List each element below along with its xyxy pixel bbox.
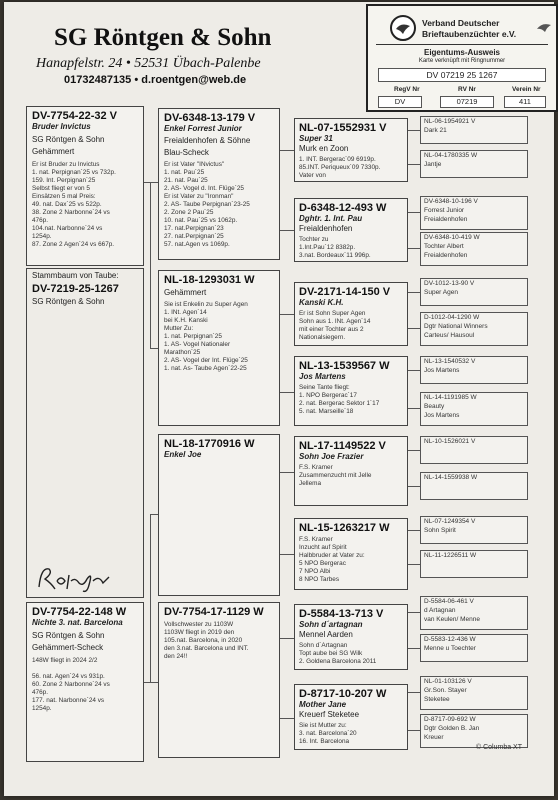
gen4-line: Gr.Son. Stayer [424, 687, 467, 694]
gen4-line: Dgtr Golden B. Jan [424, 725, 480, 732]
gen3-ring: D-6348-12-493 W [299, 202, 387, 214]
gen4-ring: D-1012-04-1290 W [424, 314, 480, 321]
card-verein-value: 411 [504, 96, 546, 108]
gen4-box-12 [420, 550, 528, 578]
gen3-ring: NL-17-1149522 V [299, 440, 386, 452]
card-ring-number: DV 07219 25 1267 [378, 68, 546, 82]
mother-name: Nichte 3. nat. Barcelona [32, 618, 123, 627]
gen4-ring: D-5584-06-461 V [424, 598, 474, 605]
gen4-ring: DV-6348-10-419 W [424, 234, 480, 241]
subject-owner: SG Röntgen & Sohn [32, 297, 105, 306]
gen4-line: Freialdenhofen [424, 252, 468, 259]
father-notes: Er ist Bruder zu Invictus 1. nat. Perpignan´25 vs 732p. 159. Int. Perpignan´25 Selbst fliegt er von 5 Einsätzen 5 mal Preis: 49. nat. Dax´25 vs 522p. 38. Zone 2 Narbonne´24 vs 476p. 104.nat. Narbonne´24 vs 1254p. 87. Zone 2 Agen´24 vs 667p. [32, 161, 116, 248]
gen3-name: Dghtr. 1. Int. Pau [299, 214, 363, 223]
gen3-ring: NL-13-1539567 W [299, 360, 390, 372]
gen2-notes: Vollschwester zu 1103W 1103W fliegt in 2019 den 105.nat. Barcelona, in 2020 den 3.nat. Barcelona und INT. den 24!! [164, 621, 249, 660]
gen2-owner: Freialdenhofen & Söhne [164, 136, 251, 145]
gen3-name: Mother Jane [299, 700, 347, 709]
gen4-box-3 [420, 196, 528, 230]
card-regv-value: DV [378, 96, 422, 108]
gen2-notes: Er ist Vater "INvictus" 1. nat. Pau´25 21. nat. Pau´25 2. AS- Vogel d. Int. Flüge´25 Er ist Vater zu "Ironman" 2. AS- Taube Perpignan´23-25 2. Zone 2 Pau´25 10. nat. Pau´25 vs 1062p. 17. nat.Perpignan´23 27. nat.Perpignan´25 57. nat.Agen vs 1069p. [164, 161, 250, 248]
gen3-notes: Sie ist Mutter zu: 3. nat. Barcelona´20 16. Int. Barcelona [299, 722, 357, 745]
pigeon-emblem-icon [536, 20, 552, 38]
gen3-box-2 [294, 198, 408, 262]
gen3-notes: F.S. Kramer Inzucht auf Spirit Halbbruder at Vater zu: 5 NPO Bergerac 7 NPO Albi 8 NPO Tarbes [299, 536, 365, 583]
ownership-card [366, 4, 558, 112]
gen2-box-1 [158, 108, 280, 260]
card-verein-label: Verein Nr [512, 86, 541, 93]
father-box [26, 106, 144, 266]
mother-ring: DV-7754-22-148 W [32, 606, 127, 618]
gen3-name: Sohn Joe Frazier [299, 452, 364, 461]
gen2-ring: NL-18-1770916 W [164, 438, 255, 450]
gen4-ring: NL-06-1954921 V [424, 118, 476, 125]
gen4-box-2 [420, 150, 528, 178]
gen3-box-8 [294, 684, 408, 750]
signature [35, 561, 115, 600]
gen4-line: Kreuer [424, 734, 444, 741]
gen3-box-5 [294, 436, 408, 506]
card-rv-value: 07219 [440, 96, 494, 108]
mother-owner: SG Röntgen & Sohn [32, 631, 105, 640]
gen2-ring: DV-7754-17-1129 W [164, 606, 264, 618]
card-org-line1: Verband Deutscher [422, 18, 500, 28]
gen3-owner: Freialdenhofen [299, 224, 353, 233]
father-ring: DV-7754-22-32 V [32, 110, 117, 122]
gen4-line: Forrest Junior [424, 207, 465, 214]
gen3-ring: D-5584-13-713 V [299, 608, 384, 620]
breeder-contact: 01732487135 • d.roentgen@web.de [64, 74, 247, 86]
vdbt-logo [390, 15, 416, 41]
gen3-owner: Mennel Aarden [299, 630, 353, 639]
gen4-box-1 [420, 116, 528, 144]
gen2-ring: NL-18-1293031 W [164, 274, 255, 286]
card-subtitle: Karte verknüpft mit Ringnummer [418, 58, 506, 64]
gen4-line: van Keulen/ Menne [424, 616, 481, 623]
gen4-box-13 [420, 596, 528, 630]
gen4-box-16 [420, 714, 528, 748]
gen3-name: Kanski K.H. [299, 298, 344, 307]
gen2-ring: DV-6348-13-179 V [164, 112, 256, 124]
gen4-line: Freialdenhofen [424, 216, 468, 223]
gen4-ring: D-8717-09-692 W [424, 716, 476, 723]
gen4-box-11 [420, 516, 528, 544]
gen4-line: Dark 21 [424, 127, 447, 134]
gen4-ring: NL-14-1191985 W [424, 394, 477, 401]
gen4-box-6 [420, 312, 528, 346]
gen3-notes: Tochter zu 1.Int.Pau´12 8382p. 3.nat. Bordeaux´11 996p. [299, 236, 371, 259]
gen4-ring: D-5583-12-436 W [424, 636, 476, 643]
gen3-name: Sohn d´artagnan [299, 620, 363, 629]
gen3-notes: Sohn d´Artagnan Topt aube bei SG Wilk 2. Goldena Barcelona 2011 [299, 642, 377, 665]
gen3-box-6 [294, 518, 408, 590]
mother-notes: 148W fliegt in 2024 2/2 56. nat. Agen´24 vs 931p. 60. Zone 2 Narbonne´24 vs 476p. 177. nat. Narbonne´24 vs 1254p. [32, 657, 110, 712]
gen4-line: Super Agen [424, 289, 458, 296]
gen4-line: Beauty [424, 403, 445, 410]
subject-box [26, 268, 144, 598]
card-rv-label: RV Nr [458, 86, 476, 93]
gen4-box-10 [420, 472, 528, 500]
gen4-line: Jantje [424, 161, 442, 168]
gen4-line: Tochter Albert [424, 243, 464, 250]
gen4-ring: NL-10-1526021 V [424, 438, 476, 445]
gen2-box-3 [158, 434, 280, 596]
breeder-address: Hanapfelstr. 24 • 52531 Übach-Palenbe [36, 56, 261, 71]
gen2-box-4 [158, 602, 280, 758]
gen3-notes: Seine Tante fliegt: 1. NPO Bergerac´17 2. nat. Bergerac Sektor 1´17 5. nat. Marseille´18 [299, 384, 380, 415]
gen3-name: Jos Martens [299, 372, 346, 381]
gen4-ring: DV-1012-13-90 V [424, 280, 475, 287]
gen4-ring: DV-6348-10-196 V [424, 198, 478, 205]
gen4-line: d Artagnan [424, 607, 456, 614]
gen2-name: Enkel Joe [164, 450, 202, 459]
father-name: Bruder Invictus [32, 122, 91, 131]
gen4-box-9 [420, 436, 528, 464]
gen4-ring: NL-14-1559938 W [424, 474, 478, 481]
gen2-owner: Gehämmert [164, 288, 207, 297]
gen3-box-1 [294, 118, 408, 182]
card-org-line2: Brieftaubenzüchter e.V. [422, 29, 517, 39]
gen2-notes: Sie ist Enkelin zu Super Agen 1. INt. Agen´14 bei K.H. Kanski Mutter Zu: 1. nat. Perpignan´25 1. AS- Vogel Nationaler Marathon´25 2. AS- Vogel der Int. Flüge´25 1. nat. As- Taube Agen´22-25 [164, 301, 248, 372]
card-divider [376, 44, 548, 45]
gen4-ring: NL-04-1780335 W [424, 152, 478, 159]
gen3-box-7 [294, 604, 408, 670]
gen4-line: Menne u Toechter [424, 645, 476, 652]
gen4-box-14 [420, 634, 528, 662]
gen3-owner: Murk en Zoon [299, 144, 349, 153]
gen4-line: Carteus/ Hausoul [424, 332, 475, 339]
gen4-ring: NL-13-1540532 V [424, 358, 476, 365]
gen4-line: Steketee [424, 696, 450, 703]
gen4-line: Sohn Spirit [424, 527, 456, 534]
gen4-line: Jos Martens [424, 412, 460, 419]
gen4-ring: NL-01-103126 V [424, 678, 472, 685]
breeder-name: SG Röntgen & Sohn [54, 24, 272, 51]
gen3-ring: NL-15-1263217 W [299, 522, 390, 534]
card-regv-label: RegV Nr [394, 86, 420, 93]
mother-color: Gehämmert-Scheck [32, 643, 104, 652]
gen4-ring: NL-07-1249354 V [424, 518, 476, 525]
gen4-box-7 [420, 356, 528, 384]
gen2-color: Blau-Scheck [164, 148, 209, 157]
gen4-ring: NL-11-1226511 W [424, 552, 477, 559]
gen4-box-4 [420, 232, 528, 266]
gen3-name: Super 31 [299, 134, 333, 143]
gen3-notes: 1. INT. Bergerac´09 6919p. 85.INT. Periqueux´09 7330p. Vater von [299, 156, 381, 179]
gen3-ring: D-8717-10-207 W [299, 688, 387, 700]
pedigree-sheet [4, 2, 554, 796]
gen3-box-3 [294, 282, 408, 346]
gen2-name: Enkel Forrest Junior [164, 124, 242, 133]
gen4-box-15 [420, 676, 528, 710]
gen4-box-5 [420, 278, 528, 306]
card-title: Eigentums-Ausweis [423, 48, 500, 57]
gen3-owner: Kreuerf Steketee [299, 710, 360, 719]
gen2-box-2 [158, 270, 280, 426]
gen4-line: Jos Martens [424, 367, 460, 374]
footer-credit: © Columba XT [476, 744, 523, 751]
gen3-ring: NL-07-1552931 V [299, 122, 387, 134]
subject-caption: Stammbaum von Taube: [32, 271, 119, 280]
subject-ring: DV-7219-25-1267 [32, 283, 119, 295]
gen4-box-8 [420, 392, 528, 426]
father-color: Gehämmert [32, 147, 75, 156]
gen3-box-4 [294, 356, 408, 426]
father-owner: SG Röntgen & Sohn [32, 135, 105, 144]
gen3-ring: DV-2171-14-150 V [299, 286, 391, 298]
gen3-notes: Er ist Sohn Super Agen Sohn aus 1. INt. Agen´14 mit einer Tochter aus 2 Nationalsiegern. [299, 310, 371, 341]
gen4-line: Dgtr National Winners [424, 323, 488, 330]
gen3-notes: F.S. Kramer Zusammenzucht mit Jelle Jellema [299, 464, 372, 487]
mother-box [26, 602, 144, 762]
